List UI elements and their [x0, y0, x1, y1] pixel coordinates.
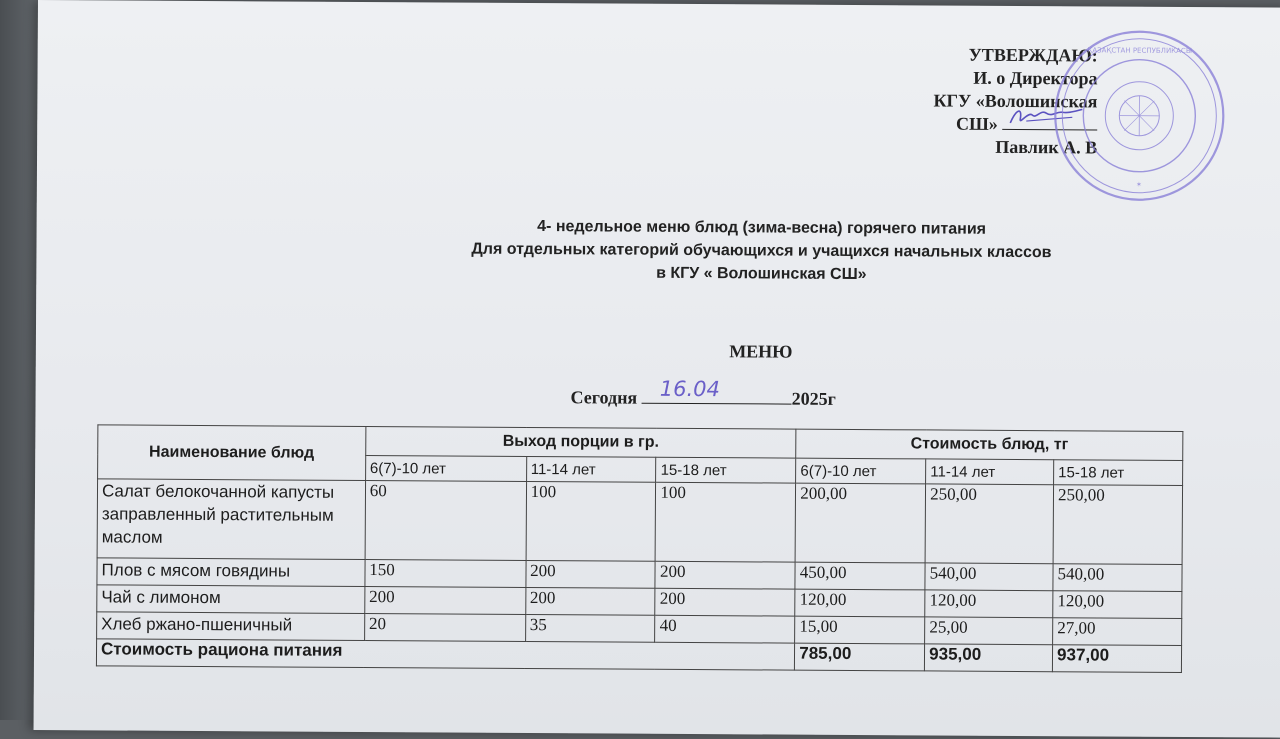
menu-table [96, 424, 1183, 673]
cost-cell: 120,00 [795, 589, 925, 617]
approval-line-4-prefix: СШ» [955, 113, 998, 134]
header-portion: Выход порции в гр. [366, 427, 797, 459]
date-prefix: Сегодня [570, 387, 638, 408]
age-cost-1: 6(7)-10 лет [796, 458, 926, 484]
age-cost-3: 15-18 лет [1054, 460, 1183, 486]
approval-line-5: Павлик А. В [995, 136, 1098, 158]
date-suffix: 2025г [791, 388, 836, 409]
portion-cell: 60 [365, 481, 526, 561]
date-blank [642, 376, 792, 405]
cost-cell: 120,00 [1053, 591, 1182, 619]
cost-cell: 27,00 [1053, 618, 1182, 646]
stamp-seal-icon [1052, 28, 1228, 204]
portion-cell: 40 [655, 615, 795, 643]
portion-cell: 35 [525, 614, 655, 642]
dish-name: Плов с мясом говядины [97, 558, 365, 587]
portion-cell: 200 [655, 561, 795, 589]
title-line-2: Для отдельных категорий обучающихся и учащихся начальных классов [471, 240, 1052, 262]
cost-cell: 540,00 [925, 563, 1053, 591]
portion-cell: 100 [656, 482, 796, 562]
header-dish: Наименование блюд [98, 425, 366, 481]
dish-name: Чай с лимоном [97, 585, 365, 614]
header-row [98, 425, 1183, 461]
cost-cell: 25,00 [925, 617, 1053, 645]
svg-text:ҚАЗАҚСТАН РЕСПУБЛИКАСЫ: ҚАЗАҚСТАН РЕСПУБЛИКАСЫ [1087, 46, 1193, 56]
approval-line-2: И. о Директора [973, 67, 1098, 89]
document-title [36, 212, 1280, 290]
document-page [34, 0, 1280, 738]
age-cost-2: 11-14 лет [926, 459, 1054, 485]
handwritten-date: 16.04 [659, 376, 720, 402]
portion-cell: 100 [526, 481, 656, 561]
cost-cell: 200,00 [795, 483, 925, 563]
portion-cell: 20 [364, 614, 525, 642]
portion-cell: 200 [365, 587, 526, 615]
date-line [570, 376, 836, 410]
header-cost: Стоимость блюд, тг [796, 429, 1183, 460]
total-label: Стоимость рациона питания [96, 639, 794, 670]
portion-cell: 200 [655, 588, 795, 616]
table-row [97, 479, 1182, 565]
menu-heading: МЕНЮ [729, 341, 793, 362]
cost-cell: 120,00 [925, 590, 1053, 618]
portion-cell: 200 [525, 587, 655, 615]
approval-line-3: КГУ «Волошинская [933, 90, 1098, 112]
age-portion-1: 6(7)-10 лет [365, 456, 526, 482]
title-line-1: 4- недельное меню блюд (зима-весна) горячего питания [537, 218, 987, 238]
title-line-3: в КГУ « Волошинская СШ» [656, 264, 867, 284]
total-row [96, 639, 1181, 673]
age-portion-2: 11-14 лет [526, 456, 656, 482]
cost-cell: 540,00 [1053, 564, 1182, 592]
svg-text:✶: ✶ [1135, 180, 1142, 189]
age-portion-3: 15-18 лет [656, 457, 796, 483]
dish-name: Хлеб ржано-пшеничный [97, 612, 365, 641]
cost-cell: 15,00 [795, 616, 925, 644]
portion-cell: 200 [526, 560, 656, 588]
cost-cell: 250,00 [1053, 485, 1182, 565]
total-cost-cell: 935,00 [925, 644, 1053, 672]
total-cost-cell: 937,00 [1052, 645, 1181, 673]
cost-cell: 250,00 [925, 484, 1053, 564]
approval-line-1: УТВЕРЖДАЮ: [968, 44, 1098, 66]
total-cost-cell: 785,00 [795, 643, 925, 671]
cost-cell: 450,00 [795, 562, 925, 590]
dish-name: Салат белокочанной капусты заправленный растительным маслом [97, 479, 365, 560]
portion-cell: 150 [365, 560, 526, 588]
